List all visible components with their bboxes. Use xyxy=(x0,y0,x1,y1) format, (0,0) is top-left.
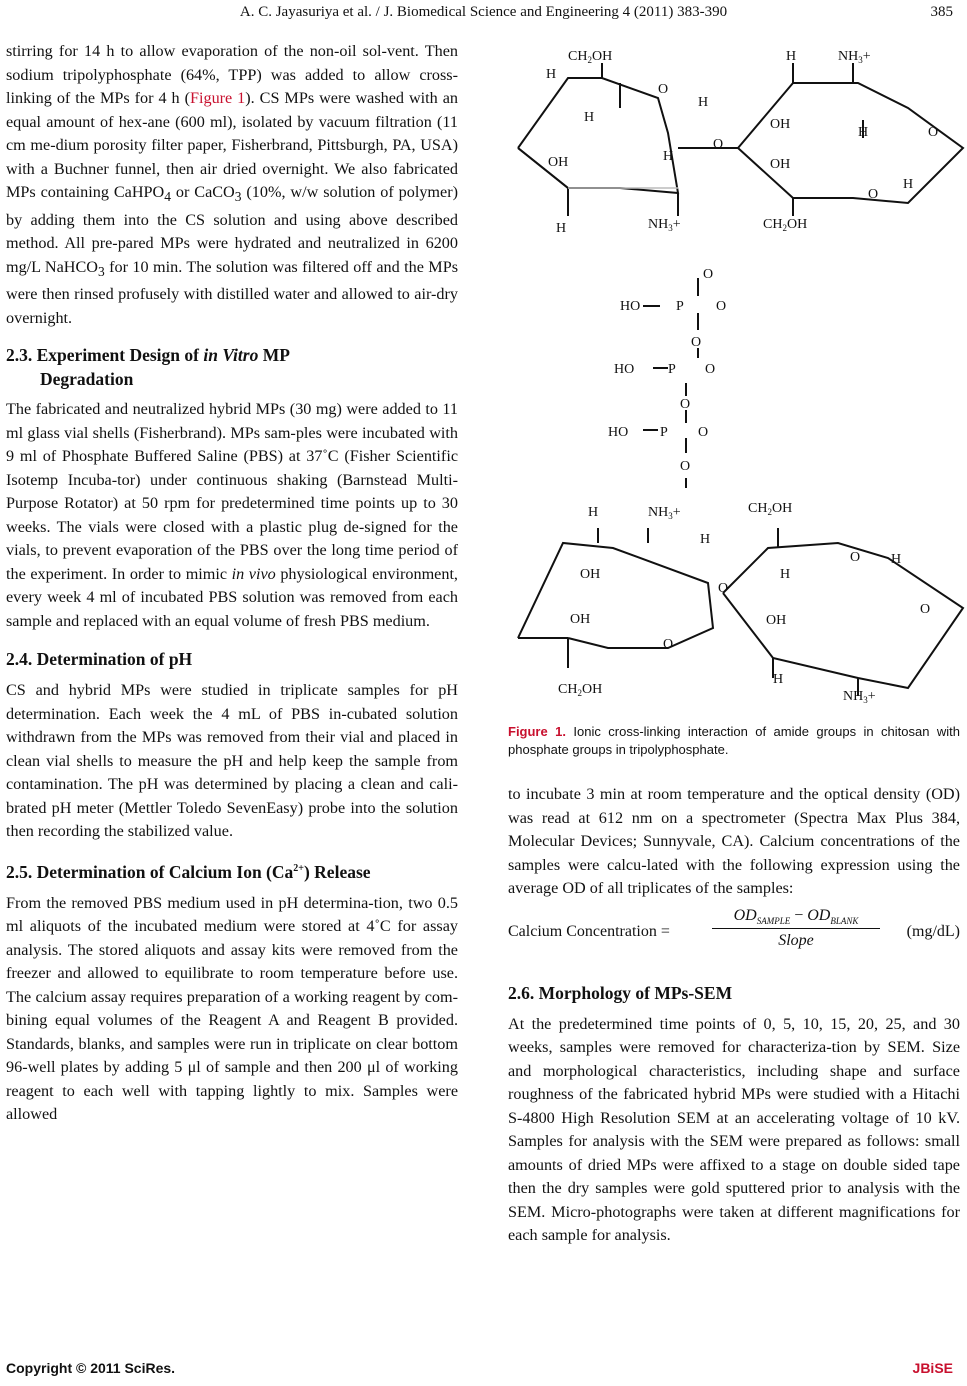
left-column xyxy=(6,40,458,1127)
svg-text:CH2OH: $CH_2OH$ xyxy=(748,501,793,517)
running-header xyxy=(0,4,967,26)
svg-text:O: O xyxy=(680,397,691,412)
svg-text:OH: OH xyxy=(766,613,787,628)
figure-1-caption: Figure 1. Ionic cross-linking interaction of amide groups in chitosan with phosphate groups in tripolyphosphate. xyxy=(508,724,960,757)
running-title: A. C. Jayasuriya et al. / J. Biomedical Science and Engineering 4 (2011) 383-390 xyxy=(239,4,728,20)
copyright-notice: Copyright © 2011 SciRes. xyxy=(6,1360,176,1376)
svg-text:O: O xyxy=(928,125,939,140)
section-heading-2-6: 2.6. Morphology of MPs-SEM xyxy=(508,982,733,1003)
page-number: 385 xyxy=(930,4,953,20)
paragraph-od-readout: to incubate 3 min at room temperature and the optical density (OD) was read at 612 nm on a spectrometer (Spectra Max Plus 384, Molecular Devices; Sunnyvale, CA). Calcium concentrations of the samples were calcu-lated with the following expression using the average OD of all triplicates of the samples: xyxy=(508,785,960,897)
svg-text:O: O xyxy=(920,602,931,617)
section-heading-2-3: 2.3. Experiment Design of in Vitro MP Degradation xyxy=(6,345,290,390)
figure-1-link[interactable]: Figure 1 xyxy=(189,89,246,107)
svg-text:OH: OH xyxy=(580,567,601,582)
svg-text:O: O xyxy=(680,459,691,474)
figure-1-structure-diagram xyxy=(508,38,966,708)
journal-abbrev: JBiSE xyxy=(912,1360,953,1376)
svg-text:P: P xyxy=(676,299,684,314)
paragraph-sem: At the predetermined time points of 0, 5, 10, 15, 20, 25, and 30 weeks, samples were removed for characteriza-tion by SEM. Size and morphological characteristics, including shape and surface roughness of the fabricated hybrid MPs were studied with a Hitachi S-4800 High Resolution SEM at an accelerating voltage of 10 kV. Samples for analysis with the SEM were prepared as follows: small amounts of dried MPs were affixed to a stage on double sided tape then the dry samples were gold sputtered prior to analysis with the SEM. Micro-photographs were taken at different magnifications for each sample for analysis. xyxy=(508,1014,960,1244)
svg-text:OH: OH xyxy=(548,155,569,170)
svg-text:H: H xyxy=(858,125,869,140)
svg-text:H: H xyxy=(588,505,599,520)
svg-text:NH3+: $NH_3+$ xyxy=(648,217,681,233)
right-column xyxy=(508,38,960,1248)
svg-text:OH: OH xyxy=(570,612,591,627)
svg-text:O: O xyxy=(698,425,709,440)
svg-text:H: H xyxy=(700,532,711,547)
svg-text:O: O xyxy=(691,335,702,350)
svg-text:O: O xyxy=(716,299,727,314)
svg-text:H: H xyxy=(546,67,557,82)
svg-text:H: H xyxy=(780,567,791,582)
svg-text:O: O xyxy=(658,82,669,97)
svg-text:O: O xyxy=(703,267,714,282)
svg-text:H: H xyxy=(663,149,674,164)
paragraph-degradation: The fabricated and neutralized hybrid MPs (30 mg) were added to 11 ml glass vial shells (Fisherbrand). MPs sam-ples were incubated with 9 ml of Phosphate Buffered Saline (PBS) at 37˚C (Fisher Scientific Isotemp Incuba-tor) under continuous shaking (Barnstead Multi-Purpose Rotator) at 50 rpm for predetermined time points up to 30 weeks. The vials were closed with a plastic plug de-signed for the vials, to prevent evaporation of the PBS over the long time period of the experiment. In order to mimic in vivo physiological environment, every week 4 ml of incubated PBS solution was removed from each sample and replaced with an equal volume of fresh PBS medium. xyxy=(6,400,458,630)
chitosan-ring-lines xyxy=(518,63,963,696)
svg-text:O: O xyxy=(718,581,729,596)
svg-text:OH: OH xyxy=(770,157,791,172)
svg-text:CH2OH: $CH_2OH$ xyxy=(763,217,808,233)
svg-text:NH3+: $NH_3+$ xyxy=(843,689,876,705)
svg-text:OH: OH xyxy=(770,117,791,132)
paragraph-methods-continued: stirring for 14 h to allow evaporation of the non-oil sol-vent. Then sodium tripolyphosphate (64%, TPP) was added to allow cross-linking of the MPs for 4 h (Figure 1). CS MPs were washed with an equal amount of hex-ane (600 ml), isolated by vacuum filtration (11 cm me-dium porosity filter paper, Fisherbrand, Pittsburgh, PA, USA) with a Buchner funnel, then air dried overnight. We also fabricated MPs containing CaHPO$_4$ or CaCO$_3$ (10%, w/w solution of polymer) by adding them into the CS solution and using above described method. All pre-pared MPs were hydrated and neutralized in 6200 mg/L NaHCO$_3$ for 10 min. The solution was filtered off and the MPs were then rinsed profusely with distilled water and allowed to air-dry overnight. xyxy=(6,42,458,327)
svg-text:H: H xyxy=(903,177,914,192)
svg-text:P: P xyxy=(668,362,676,377)
svg-text:O: O xyxy=(713,137,724,152)
svg-text:CH2OH: $CH_2OH$ xyxy=(568,49,613,65)
paragraph-ph: CS and hybrid MPs were studied in triplicate samples for pH determination. Each week the 4 mL of PBS in-cubated solution withdrawn from the MPs was removed from their vial and placed in clean vial shells to measure the pH and help keep the sample from contamination. The pH was determined by placing a clean and cali-brated pH meter (Mettler Toledo SevenEasy) probe into the solution then recording the stabilized value. xyxy=(6,681,458,841)
svg-text:H: H xyxy=(698,95,709,110)
svg-text:NH3+: $NH_3+$ xyxy=(648,505,681,521)
svg-text:HO: HO xyxy=(620,299,641,314)
calcium-concentration-formula: Calcium Concentration = $OD_{SAMPLE} - OD_{BLANK}$ Slope (mg/dL) xyxy=(508,906,960,949)
section-heading-2-5: 2.5. Determination of Calcium Ion $(Ca^{2+})$ Release xyxy=(6,861,371,882)
svg-text:H: H xyxy=(891,552,902,567)
paragraph-calcium: From the removed PBS medium used in pH determina-tion, two 0.5 ml aliquots of the incubated medium were stored at 4˚C for assay analysis. The stored aliquots and assay kits were removed from the freezer and allowed to equilibrate to room temperature before use. The calcium assay requires preparation of a working reagent by com-bining equal volumes of the Reagent A and Reagent B provided. Standards, blanks, and samples were run in triplicate on clear bottom 96-well plates by adding 5 μl of sample and then 200 μl of working reagent to each well with tapping lightly to mix. Samples were allowed xyxy=(6,893,458,1124)
section-heading-2-4: 2.4. Determination of pH xyxy=(6,649,193,670)
svg-text:NH3+: $NH_3+$ xyxy=(838,49,871,65)
svg-text:H: H xyxy=(786,49,797,64)
svg-text:HO: HO xyxy=(614,362,635,377)
svg-text:CH2OH: $CH_2OH$ xyxy=(558,682,603,698)
svg-text:O: O xyxy=(705,362,716,377)
svg-text:HO: HO xyxy=(608,425,629,440)
page-footer xyxy=(6,1360,961,1376)
svg-text:P: P xyxy=(660,425,668,440)
svg-text:H: H xyxy=(584,110,595,125)
svg-text:H: H xyxy=(773,672,784,687)
figure-atom-labels xyxy=(546,49,938,705)
svg-text:O: O xyxy=(850,550,861,565)
svg-text:O: O xyxy=(868,187,879,202)
svg-text:O: O xyxy=(663,637,674,652)
svg-text:H: H xyxy=(556,221,567,236)
